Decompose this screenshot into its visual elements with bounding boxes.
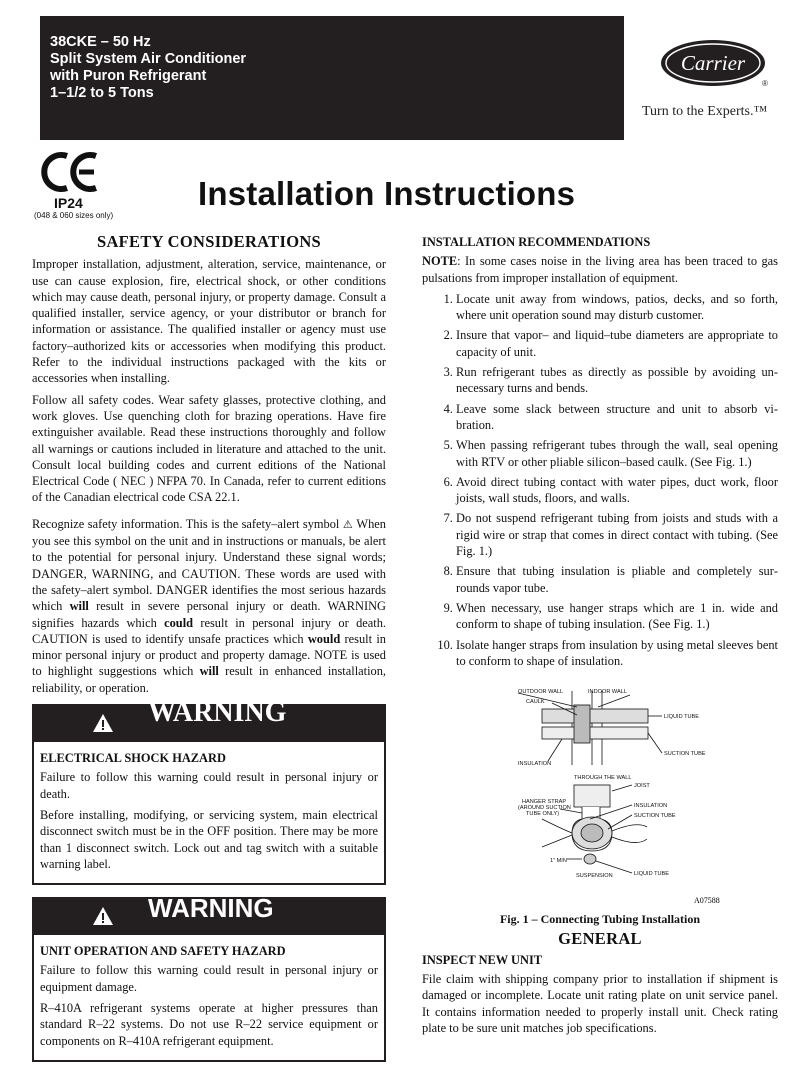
label-joist: JOIST <box>634 783 650 790</box>
safety-paragraph-1: Improper installation, adjustment, alteration, service, maintenance, or use can cause explosion, fire, electrical shock, or other conditions which may cause death, personal injury, or property damage. Consult a qualified installer, service agency, or your distributor or branch for information or assistance. The qualified installer or agency must use factory–authorized kits or accessories when modifying this product. Refer to the individual instructions packaged with the kits or accessories when installing. <box>32 257 386 386</box>
label-insulation: INSULATION <box>518 761 552 768</box>
label-liquid-tube: LIQUID TUBE <box>634 871 670 878</box>
list-item: 7. Do not suspend refrigerant tubing from joists and studs with a rigid wire or strap that comes in direct contact with tubing. (See Fig. 1.) <box>456 510 778 559</box>
logo-registered: ® <box>762 79 768 88</box>
warning-text: Before installing, modifying, or servicing system, main electrical disconnect switch must be in the OFF position. There may be more than 1 disconnect switch. Lock out and tag switch with a suitable warning label. <box>40 807 378 871</box>
right-column <box>422 234 778 1041</box>
safety-text: result in personal injury or death. CAUTION is used to identify unsafe practices which <box>32 615 387 646</box>
warning-banner <box>32 893 386 933</box>
logo-wordmark: Carrier <box>680 51 746 75</box>
header-banner <box>40 16 806 140</box>
list-item: 8. Ensure that tubing insulation is pliable and completely surrounds vapor tube. <box>456 563 778 596</box>
emphasis-will: will <box>199 664 219 679</box>
recommendations-list <box>422 291 778 669</box>
list-item: 4. Leave some slack between structure and unit to absorb vibration. <box>456 401 778 434</box>
emphasis-will: will <box>69 599 89 614</box>
note-text: : In some cases noise in the living area has been traced to gas pulsations from improper installation of equipment. <box>422 254 778 285</box>
warning-label: WARNING <box>148 697 287 729</box>
warning-heading: UNIT OPERATION AND SAFETY HAZARD <box>40 944 286 959</box>
emphasis-could: could <box>164 615 194 630</box>
safety-text: result in severe personal injury or death. WARNING signifies hazards which <box>32 599 386 630</box>
label-insulation: INSULATION <box>634 803 668 810</box>
figure-code: A07588 <box>694 896 720 906</box>
product-tonnage: 1–1/2 to 5 Tons <box>50 85 154 101</box>
product-refrigerant: with Puron Refrigerant <box>50 68 207 84</box>
general-heading: GENERAL <box>558 929 642 949</box>
safety-text: Recognize safety information. This is the safety–alert symbol <box>32 516 343 531</box>
warning-text: Failure to follow this warning could result in personal injury or equipment damage. <box>40 963 378 994</box>
safety-text: result in enhanced installation, reliability, or operation. <box>32 664 387 695</box>
carrier-logo-icon <box>659 38 767 88</box>
warning-text: R–410A refrigerant systems operate at higher pressures than standard R–22 systems. Do not use R–22 service equipment or components on R–410A refrigerant equipment. <box>40 1000 378 1048</box>
safety-alert-icon: ⚠ <box>342 517 354 531</box>
warning-banner <box>32 697 386 740</box>
ip-rating-note: (048 & 060 sizes only) <box>34 211 114 220</box>
warning-text: Failure to follow this warning could result in personal injury or death. <box>40 770 378 801</box>
product-title <box>50 34 246 102</box>
label-through-wall: THROUGH THE WALL <box>574 775 632 782</box>
inspect-heading: INSPECT NEW UNIT <box>422 952 543 967</box>
safety-paragraph-2: Follow all safety codes. Wear safety glasses, protective clothing, and work gloves. Use quenching cloth for brazing operations. Have fire extinguisher available. Read these instructions thoroughly and follow all warnings or cautions included in literature and attached to the unit. Consult local building codes and current editions of the National Electrical Code ( NEC ) NFPA 70. In Canada, refer to current editions of the Canadian electrical code CSA 22.1. <box>32 392 386 505</box>
note-label: NOTE <box>422 254 458 269</box>
warning-triangle-icon <box>92 713 114 733</box>
carrier-logo <box>624 16 806 140</box>
label-caulk: CAULK <box>526 699 545 706</box>
page-title: Installation Instructions <box>198 175 576 212</box>
list-item: 1. Locate unit away from windows, patios, decks, and so forth, where unit operation sound may disturb customer. <box>456 291 778 324</box>
product-type: Split System Air Conditioner <box>50 51 247 67</box>
emphasis-would: would <box>307 631 341 646</box>
figure-caption: Fig. 1 – Connecting Tubing Installation <box>499 912 701 927</box>
label-outdoor-wall: OUTDOOR WALL <box>518 689 564 696</box>
warning-heading: ELECTRICAL SHOCK HAZARD <box>40 751 226 766</box>
list-item: 2. Insure that vapor– and liquid–tube diameters are appropriate to capacity of unit. <box>456 327 778 360</box>
label-hanger-strap: (AROUND SUCTION <box>518 805 571 812</box>
label-suction-tube: SUCTION TUBE <box>634 813 676 820</box>
list-item: 6. Avoid direct tubing contact with water pipes, duct work, floor joists, wall studs, floors, and walls. <box>456 474 778 507</box>
recommendations-heading: INSTALLATION RECOMMENDATIONS <box>422 235 651 249</box>
warning-label: WARNING <box>148 893 274 924</box>
list-item: 3. Run refrigerant tubes as directly as possible by avoiding unnecessary turns and bends. <box>456 364 778 397</box>
safety-paragraph-3 <box>32 516 386 696</box>
left-column <box>32 234 386 1072</box>
warning-triangle-icon <box>92 906 114 926</box>
logo-tagline: Turn to the Experts.™ <box>642 104 768 119</box>
label-hanger-strap: HANGER STRAP <box>522 799 567 806</box>
tubing-figure <box>422 681 778 909</box>
tubing-diagram <box>422 681 778 909</box>
label-suction-tube: SUCTION TUBE <box>664 751 706 758</box>
inspect-paragraph: File claim with shipping company prior to installation if shipment is damaged or incomplete. Locate unit rating plate on unit service panel. It contains information needed to properly install unit. Check rating plate to be sure unit matches job specifications. <box>422 972 778 1035</box>
safety-text: result in minor personal injury or product and property damage. NOTE is used to highlight suggestions which <box>32 631 386 679</box>
label-hanger-strap: TUBE ONLY) <box>526 811 560 818</box>
safety-heading: SAFETY CONSIDERATIONS <box>96 232 322 251</box>
warning-box <box>32 933 386 1062</box>
ce-mark-icon <box>40 150 102 194</box>
label-liquid-tube: LIQUID TUBE <box>664 714 700 721</box>
product-model: 38CKE – 50 Hz <box>50 34 151 50</box>
label-min: 1" MIN <box>550 858 567 865</box>
ip-rating: IP24 <box>54 195 83 211</box>
label-indoor-wall: INDOOR WALL <box>588 689 627 696</box>
recommendations-note <box>422 253 778 286</box>
label-suspension: SUSPENSION <box>576 873 613 880</box>
list-item: 9. When necessary, use hanger straps which are 1 in. wide and conform to shape of tubing insulation. (See Fig. 1.) <box>456 600 778 633</box>
list-item: 10. Isolate hanger straps from insulation by using metal sleeves bent to conform to shape of insulation. <box>456 637 778 670</box>
warning-box <box>32 740 386 885</box>
list-item: 5. When passing refrigerant tubes through the wall, seal opening with RTV or other pliable silicon–based caulk. (See Fig. 1.) <box>456 437 778 470</box>
safety-text: When you see this symbol on the unit and in instructions or manuals, be alert to the potential for personal injury. Understand these signal words; DANGER, WARNING, and CAUTION. These words are used with the safety–alert symbol. DANGER identifies the most serious hazards which <box>32 516 386 614</box>
